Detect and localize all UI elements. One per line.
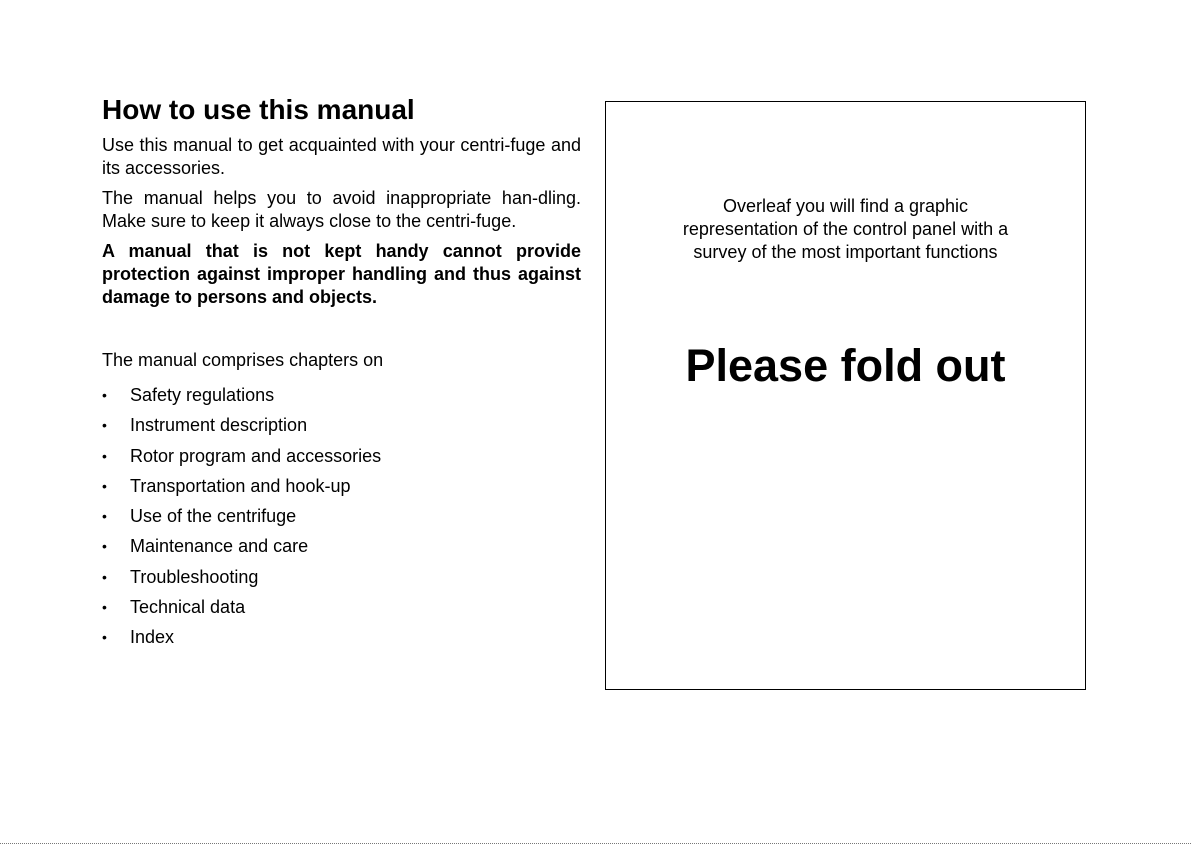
bullet-icon: •	[102, 568, 107, 585]
chapter-label: Technical data	[130, 597, 246, 618]
bullet-icon: •	[102, 477, 107, 494]
bullet-icon: •	[102, 629, 107, 646]
chapter-label: Index	[130, 627, 175, 648]
chapter-item	[102, 622, 581, 652]
chapter-label: Transportation and hook-up	[130, 475, 351, 496]
section-heading: How to use this manual	[102, 94, 415, 125]
chapter-label: Safety regulations	[130, 385, 275, 405]
chapter-label: Use of the centrifuge	[130, 506, 297, 527]
chapter-item	[102, 441, 581, 471]
fold-out-title: Please fold out	[685, 340, 1006, 391]
chapter-item	[102, 501, 581, 531]
chapter-item	[102, 380, 581, 410]
handling-paragraph: The manual helps you to avoid inappropriate han-dling. Make sure to keep it always close to the centri-fuge.	[102, 188, 581, 231]
bullet-icon: •	[102, 599, 107, 616]
chapters-intro: The manual comprises chapters on	[102, 350, 384, 370]
manual-usage-section	[102, 92, 581, 653]
chapter-list	[102, 380, 581, 653]
bullet-icon: •	[102, 508, 107, 525]
bullet-icon: •	[102, 417, 107, 434]
page-edge-divider	[0, 843, 1191, 844]
chapter-label: Maintenance and care	[130, 536, 309, 557]
chapter-label: Instrument description	[130, 415, 308, 436]
fold-out-box	[605, 101, 1086, 690]
intro-paragraph: Use this manual to get acquainted with your centri-fuge and its accessories.	[102, 135, 581, 178]
bullet-icon: •	[102, 447, 107, 464]
bullet-icon: •	[102, 538, 107, 555]
fold-out-note: Overleaf you will find a graphic representation of the control panel with a survey of the most important functions	[682, 196, 1009, 262]
warning-paragraph: A manual that is not kept handy cannot provide protection against improper handling and thus against damage to persons and objects.	[102, 241, 581, 307]
chapter-item	[102, 562, 581, 592]
bullet-icon: •	[102, 387, 107, 403]
chapter-item	[102, 592, 581, 622]
chapter-label: Troubleshooting	[130, 566, 259, 587]
chapter-item	[102, 531, 581, 561]
chapter-label: Rotor program and accessories	[130, 445, 382, 466]
chapter-item	[102, 410, 581, 440]
chapter-item	[102, 471, 581, 501]
